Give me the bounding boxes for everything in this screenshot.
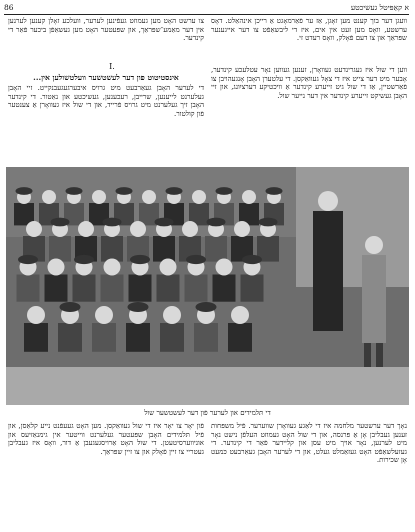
child-face: [104, 259, 121, 276]
child-body: [24, 323, 48, 352]
child-face: [95, 306, 113, 324]
child-cap: [128, 302, 149, 312]
child-cap: [116, 187, 133, 195]
standing-child-face: [365, 236, 383, 254]
photo-ground: [6, 367, 409, 405]
child-cap: [186, 255, 206, 264]
child-face: [48, 259, 65, 276]
child-body: [17, 275, 40, 302]
child-face: [92, 190, 106, 204]
child-body: [73, 275, 96, 302]
child-cap: [166, 187, 183, 195]
column-left-middle: [8, 84, 204, 164]
child-cap: [16, 187, 33, 195]
teacher-face: [318, 191, 338, 211]
child-body: [153, 236, 175, 262]
child-body: [157, 275, 180, 302]
child-body: [92, 323, 116, 352]
running-title: א קאַפּיטל געשיכטע: [350, 3, 409, 12]
paragraph: די לערער האָבן געאַרבעט מיט גרויס איבערגעגעבנקייט. זיי האָבן געלערנט לייענען, שרייבן, רעכענען, געשיכטע און נאַטור. די קינדער האָבן זיך געלערנט מיט גרויס פֿרייד, און די שול איז געוואָרן אַ צענטער פֿון קולטור.: [8, 84, 204, 118]
child-face: [182, 221, 198, 237]
child-cap: [103, 218, 122, 227]
child-face: [242, 190, 256, 204]
standing-child-body: [362, 255, 386, 343]
child-face: [27, 306, 45, 324]
paragraph: צו ערשט האָט מען געמוזט געפֿינען לערער, וועלכע זאָלן קענען לערנען אין דער מאַמע־שפּראַך, און שפּעטער האָט מען געשאַפֿן ביכער פֿאַר די קינדער.: [8, 17, 204, 43]
section-title: אינסטיטוט פון דער לעשטשער וועלטשולען אין...: [33, 73, 179, 82]
column-left-top: [8, 17, 204, 63]
child-body: [129, 275, 152, 302]
child-cap: [216, 187, 233, 195]
paragraph: ווען די שול איז געגרינדעט געוואָרן, זענען געווען נאָר עטלעכע קינדער, אָבער מיט דער צייט איז די צאָל געוואַקסן. די עלטערן האָבן אָנגעהויבן צו פֿאַרשטיין, אַז די שול גיט זייערע קינדער אַ וויכטיקע דערציִונג, און זיי האָבן געשיקט זייערע קינדער אין דער נייער שול.: [211, 66, 407, 100]
child-body: [205, 236, 227, 262]
photo-caption: די תּלמידים און לערער פֿון דער לעשטשער שול: [144, 409, 271, 417]
paragraph: פֿון יאָר צו יאָר איז די שול געוואַקסן. מען האָט געעפֿנט נייע קלאַסן, און פֿיל תּלמידים האָבן שפּעטער געלערנט ווייטער אין גימנאַזיעס און אוניווערסיטעטן. די שול האָט אַרויסגעגעבן אַ דור, וואָס איז געבליבן געטריי צו זיין פֿאָלק און צו זיין שפּראַך.: [8, 422, 204, 456]
column-left-bottom: [8, 422, 204, 530]
child-face: [142, 190, 156, 204]
child-cap: [18, 255, 38, 264]
running-head: [4, 2, 409, 14]
child-face: [163, 306, 181, 324]
child-body: [58, 323, 82, 352]
child-face: [216, 259, 233, 276]
paragraph: נאָך דער ערשטער מלחמה איז די לאַגע געוואָרן שווערער. פֿיל משפּחות זענען געבליבן אָן אַ פּרנסה, און די שול האָט געמוזט העלפֿן נישט נאָר מיט לערנען, נאָר אויך מיט עסן און קליידער פֿאַר די קינדער. די געזעלשאַפֿט האָט געזאַמלט געלט, און די לערער האָבן געאַרבעט כּמעט אָן שכירות.: [211, 422, 407, 465]
child-body: [185, 275, 208, 302]
child-body: [194, 323, 218, 352]
child-cap: [51, 218, 70, 227]
child-cap: [66, 187, 83, 195]
child-body: [126, 323, 150, 352]
child-cap: [60, 302, 81, 312]
child-cap: [196, 302, 217, 312]
child-cap: [242, 255, 262, 264]
child-face: [78, 221, 94, 237]
child-face: [234, 221, 250, 237]
child-face: [130, 221, 146, 237]
child-cap: [266, 187, 283, 195]
child-body: [213, 275, 236, 302]
child-face: [160, 259, 177, 276]
paragraph: וועגן דער בוך קענט מען זאָגן, אַז ער פֿאַרמאָגט אַ רייכן אינהאַלט. דאָס ערשטע, וואָס מען זעט אין אים, איז די ליבשאַפֿט צו דער אייגענער שפּראַך און צו דעם פֿאָלק, וואָס רעדט זי.: [211, 17, 407, 43]
child-cap: [259, 218, 278, 227]
group-photo-illustration: [6, 167, 409, 405]
header-rule: [4, 14, 409, 15]
page-number: 86: [4, 3, 14, 12]
standing-child-leg: [376, 343, 383, 367]
child-cap: [207, 218, 226, 227]
child-cap: [74, 255, 94, 264]
column-right-middle: [211, 66, 407, 164]
child-body: [45, 275, 68, 302]
child-body: [101, 275, 124, 302]
column-right-bottom: [211, 422, 407, 530]
child-body: [160, 323, 184, 352]
child-face: [42, 190, 56, 204]
column-right-top: [211, 17, 407, 63]
child-body: [49, 236, 71, 262]
child-face: [231, 306, 249, 324]
child-body: [228, 323, 252, 352]
child-body: [241, 275, 264, 302]
standing-child-leg: [364, 343, 371, 367]
child-face: [26, 221, 42, 237]
child-cap: [155, 218, 174, 227]
teacher-body: [313, 211, 343, 331]
section-number: I.: [109, 62, 115, 71]
child-face: [192, 190, 206, 204]
child-body: [101, 236, 123, 262]
group-photo-icon: [6, 167, 409, 405]
photo-window: [296, 167, 409, 287]
child-cap: [130, 255, 150, 264]
